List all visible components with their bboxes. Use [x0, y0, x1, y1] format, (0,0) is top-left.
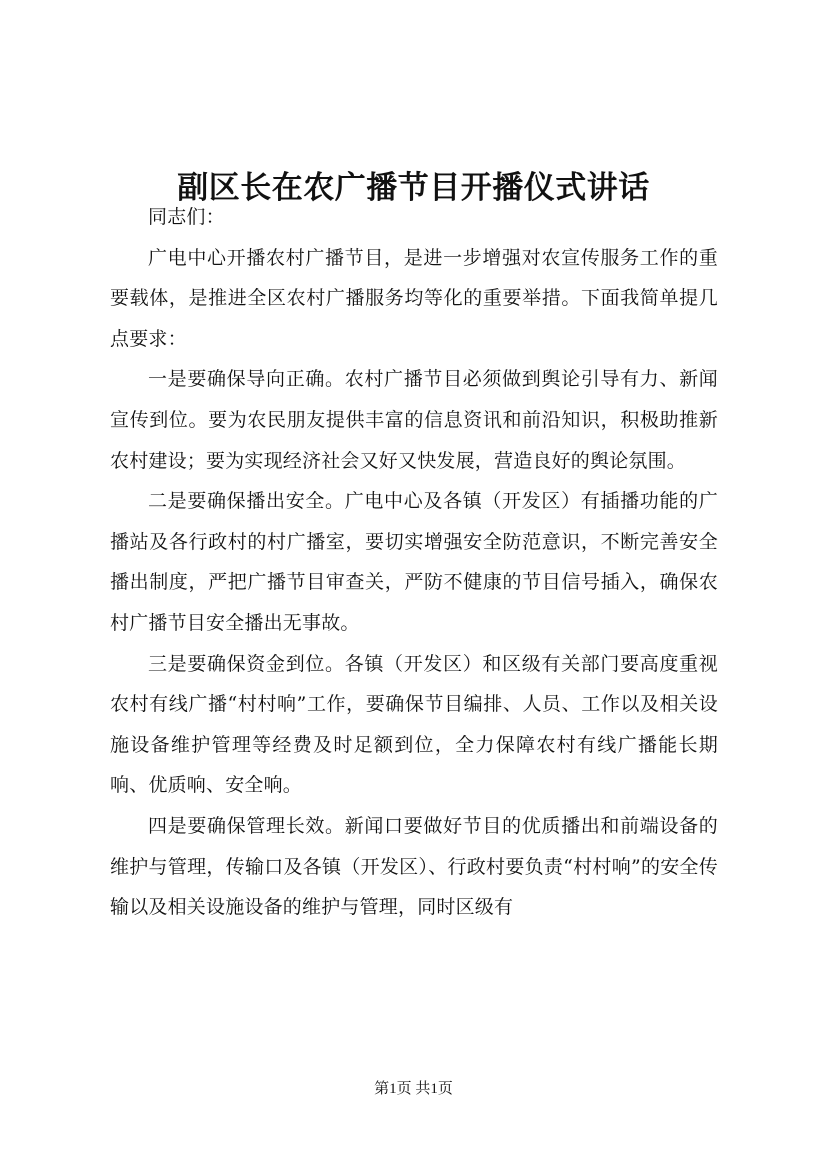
- paragraph-intro: 广电中心开播农村广播节目，是进一步增强对农宣传服务工作的重要载体，是推进全区农村广播服务均等化的重要举措。下面我简单提几点要求：: [110, 246, 718, 350]
- document-title: 副区长在农广播节目开播仪式讲话: [177, 169, 650, 206]
- paragraph-point-2: 二是要确保播出安全。广电中心及各镇（开发区）有插播功能的广播站及各行政村的村广播室，要切实增强安全防范意识，不断完善安全播出制度，严把广播节目审查关，严防不健康的节目信号插入，确保农村广播节目安全播出无事故。: [110, 490, 718, 634]
- paragraph-point-3: 三是要确保资金到位。各镇（开发区）和区级有关部门要高度重视农村有线广播“村村响”工作，要确保节目编排、人员、工作以及相关设施设备维护管理等经费及时足额到位，全力保障农村有线广播能长期响、优质响、安全响。: [110, 652, 718, 797]
- greeting-paragraph: 同志们：: [148, 206, 225, 228]
- document-body: [110, 197, 718, 928]
- paragraph-point-1: 一是要确保导向正确。农村广播节目必须做到舆论引导有力、新闻宣传到位。要为农民朋友提供丰富的信息资讯和前沿知识，积极助推新农村建设；要为实现经济社会又好又快发展，营造良好的舆论氛围。: [110, 368, 718, 472]
- paragraph-point-4: 四是要确保管理长效。新闻口要做好节目的优质播出和前端设备的维护与管理，传输口及各镇（开发区）、行政村要负责“村村响”的安全传输以及相关设施设备的维护与管理，同时区级有: [110, 814, 718, 919]
- page-number-footer: 第1页 共1页: [374, 1081, 453, 1097]
